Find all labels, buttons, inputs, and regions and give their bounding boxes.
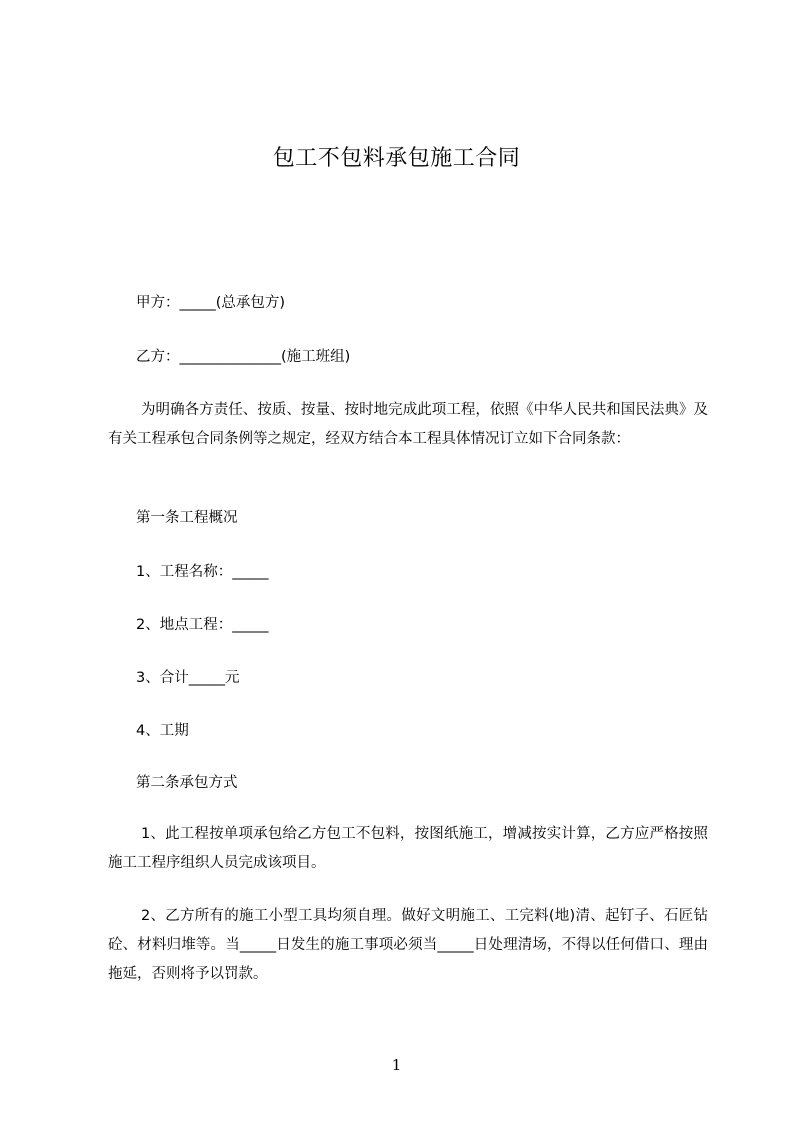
preamble-paragraph: 为明确各方责任、按质、按量、按时地完成此项工程，依照《中华人民共和国民法典》及有关工程承包合同条例等之规定，经双方结合本工程具体情况订立如下合同条款：: [108, 402, 708, 447]
item-total: 3、合计_____元: [136, 670, 240, 686]
article-1-heading: 第一条工程概况: [136, 510, 238, 526]
contract-title: 包工不包料承包施工合同: [272, 146, 521, 171]
clause-2-paragraph: 2、乙方所有的施工小型工具均须自理。做好文明施工、工完料(地)清、起钉子、石匠钻砼、材料归堆等。当_____日发生的施工事项必须当_____日处理清场，不得以任何借口、理由拖延，否则将予以罚款。: [108, 908, 708, 982]
item-duration: 4、工期: [136, 723, 189, 739]
party-a-line: 甲方：_____(总承包方): [136, 295, 286, 311]
item-location: 2、地点工程：_____: [136, 617, 269, 633]
item-project-name: 1、工程名称：_____: [136, 564, 269, 580]
article-2-heading: 第二条承包方式: [136, 775, 238, 791]
clause-1-paragraph: 1、此工程按单项承包给乙方包工不包料，按图纸施工，增减按实计算，乙方应严格按照施工工程序组织人员完成该项目。: [108, 826, 708, 871]
party-b-line: 乙方：______________(施工班组): [136, 349, 351, 365]
page-number: 1: [391, 1056, 402, 1074]
